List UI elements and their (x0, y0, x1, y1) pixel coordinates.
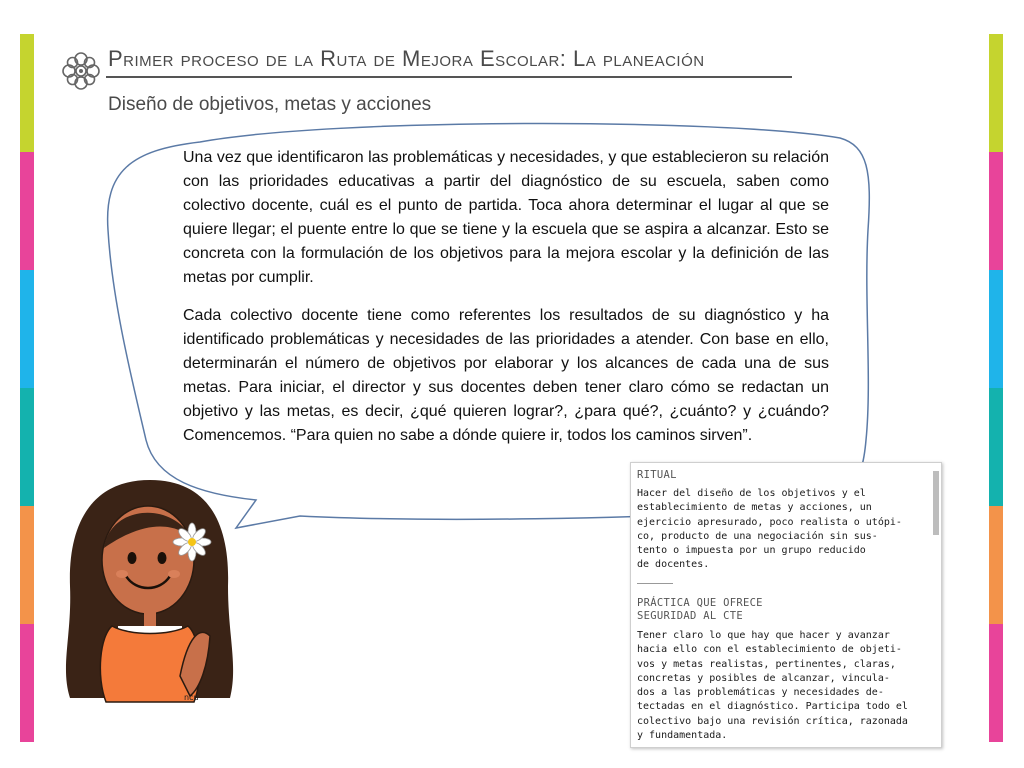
ritual-practice-card (630, 462, 942, 748)
card-line: y fundamentada. (637, 730, 728, 742)
card-line: de docentes. (637, 559, 710, 571)
card-line: co, producto de una negociación sin sus- (637, 530, 878, 542)
card-heading-line: PRÁCTICA QUE OFRECE (637, 597, 763, 609)
girl-illustration (60, 476, 240, 708)
bubble-paragraph-1: Una vez que identificaron las problemáticas y necesidades, y que establecieron su relación con las prioridades educativas a partir del diagnóstico de su escuela, saben como colectivo docente, cuál es el punto de partida. Toca ahora determinar el lugar al que se quiere llegar; el puente entre lo que se tiene y la escuela que se aspira a alcanzar. Esto se concreta con la formulación de los objetivos para la mejora escolar y la definición de las metas por cumplir. (183, 149, 829, 286)
card-line: dos a las problemáticas y necesidades de- (637, 687, 884, 699)
card-body-ritual (637, 487, 929, 573)
card-line: establecimiento de metas y acciones, un (637, 502, 872, 514)
card-body-practice (637, 629, 929, 743)
bubble-text (183, 146, 829, 462)
card-line: hacia ello con el establecimiento de objeti- (637, 644, 902, 656)
card-line: ejercicio apresurado, poco realista o utópi- (637, 516, 902, 528)
card-line: tento o impuesta por un grupo reducido (637, 545, 866, 557)
page-subtitle: Diseño de objetivos, metas y acciones (108, 94, 432, 115)
page-title: Primer proceso de la Ruta de Mejora Escolar: La planeación (108, 46, 705, 71)
card-heading-line: SEGURIDAD AL CTE (637, 610, 743, 622)
card-heading-practice (637, 597, 763, 623)
card-scrollbar[interactable] (933, 471, 939, 535)
card-divider (637, 583, 673, 584)
card-line: Hacer del diseño de los objetivos y el (637, 488, 866, 499)
card-line: colectivo bajo una revisión crítica, razonada (637, 715, 908, 727)
card-heading-ritual: RITUAL (637, 469, 677, 481)
card-line: vos y metas realistas, pertinentes, claras, (637, 658, 896, 670)
card-line: concretas y posibles de alcanzar, vincula- (637, 672, 890, 684)
bubble-paragraph-2: Cada colectivo docente tiene como referentes los resultados de su diagnóstico y ha identificado problemáticas y necesidades de las prioridades a atender. Con base en ello, determinarán el número de objetivos por elaborar y los alcances de cada una de sus metas. Para iniciar, el director y sus docentes deben tener claro cómo se redactan un objetivo y las metas, es decir, ¿qué quieren lograr?, ¿para qué?, ¿cuánto? y ¿cuándo? Comencemos. “Para quien no sabe a dónde quiere ir, todos los caminos sirven”. (183, 307, 829, 444)
artist-signature: ncu (184, 693, 199, 702)
card-line: Tener claro lo que hay que hacer y avanzar (637, 630, 890, 641)
card-line: tectadas en el diagnóstico. Participa todo el (637, 701, 908, 713)
